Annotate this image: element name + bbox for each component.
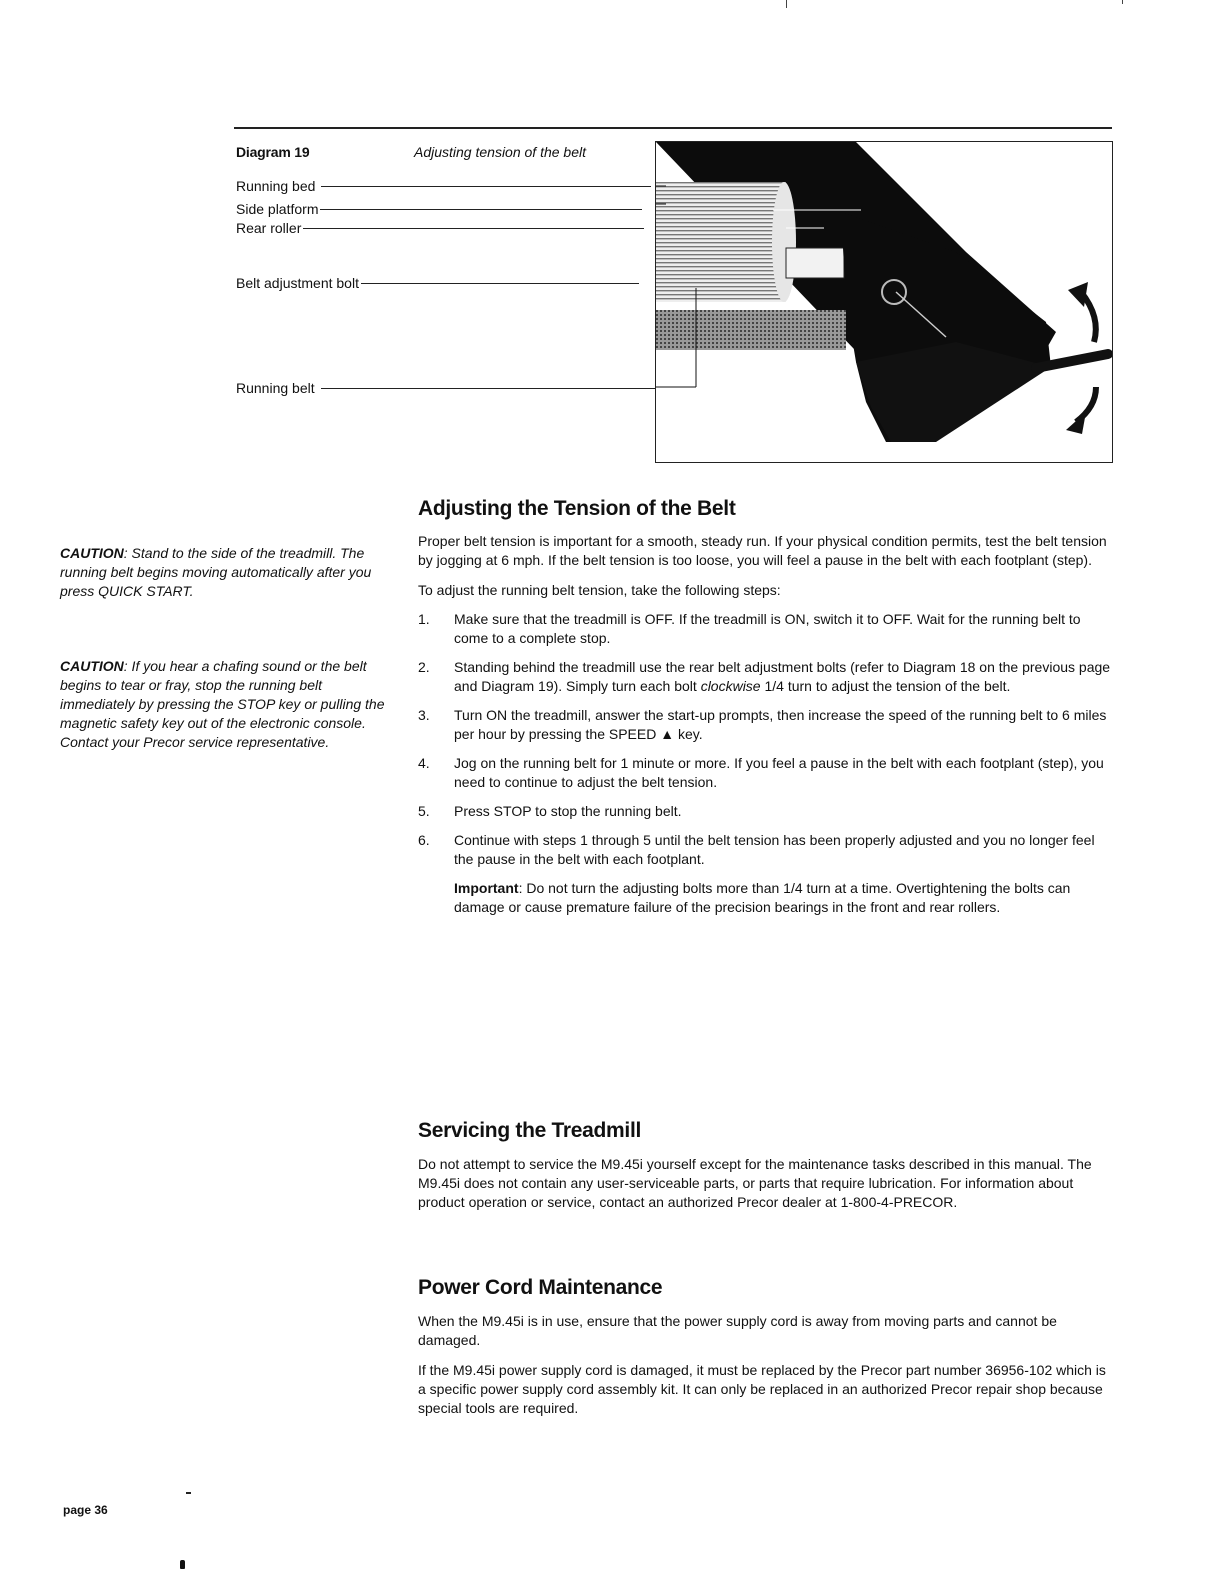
important-text: : Do not turn the adjusting bolts more than 1/4 turn at a time. Overtightening the bolts can damage or cause premature failure of the precision bearings in the front and rear rollers. [454,880,1071,915]
callout-label: Rear roller [236,220,302,236]
section-adjusting-tension [418,499,1114,917]
leader-line [320,209,642,210]
callout-belt-adjustment-bolt [236,275,639,291]
step-number: 2. [418,659,430,675]
diagram-caption: Adjusting tension of the belt [414,144,587,160]
step-text: Press STOP to stop the running belt. [454,803,682,819]
intro-paragraph: Proper belt tension is important for a smooth, steady run. If your physical condition permits, test the belt tension by jogging at 6 mph. If the belt tension is too loose, you will feel a pause in the belt with each footplant (step). [418,533,1107,568]
section-servicing [418,1121,1114,1212]
top-rule [234,127,1112,129]
step-item [418,754,1114,792]
caution-note-chafing [60,657,396,752]
diagram-figure [655,141,1113,463]
scan-mark [1122,0,1123,4]
callout-label: Belt adjustment bolt [236,275,359,291]
step-item [418,831,1114,869]
leader-line [361,283,639,284]
callout-label: Side platform [236,201,319,217]
leader-line [321,186,651,187]
caution-note-quick-start [60,544,396,601]
lead-paragraph: To adjust the running belt tension, take the following steps: [418,582,781,598]
scan-speck [186,1492,191,1494]
callout-running-bed [236,178,651,194]
step-item [418,658,1114,696]
step-text: Turn ON the treadmill, answer the start-up prompts, then increase the speed of the running belt to 6 miles per hour by pressing the SPEED ▲ key. [454,707,1107,742]
important-note [454,879,1114,917]
scan-mark [786,0,787,8]
diagram-title: Diagram 19 [236,144,310,160]
step-item [418,610,1114,648]
leader-line [303,228,644,229]
caution-label: CAUTION [60,545,124,561]
step-number: 6. [418,832,430,848]
scan-speck [180,1560,185,1569]
step-text: Jog on the running belt for 1 minute or more. If you feel a pause in the belt with each footplant (step), you need to continue to adjust the belt tension. [454,755,1104,790]
power-cord-paragraph-2: If the M9.45i power supply cord is damaged, it must be replaced by the Precor part number 36956-102 which is a specific power supply cord assembly kit. It can only be replaced in an authorized Precor repair shop because special tools are required. [418,1362,1106,1416]
step-number: 3. [418,707,430,723]
caution-label: CAUTION [60,658,124,674]
treadmill-rear-illustration [656,142,1112,462]
important-label: Important [454,880,519,896]
leader-line [321,388,681,389]
section-power-cord [418,1278,1114,1418]
callout-label: Running belt [236,380,315,396]
callout-running-belt [236,380,681,396]
step-text: Continue with steps 1 through 5 until the belt tension has been properly adjusted and you no longer feel the pause in the belt with each footplant. [454,832,1095,867]
step-number: 1. [418,611,430,627]
step-item [418,706,1114,744]
section-heading: Servicing the Treadmill [418,1119,642,1142]
step-text-emphasis: clockwise [700,678,761,694]
step-text-post: 1/4 turn to adjust the tension of the belt. [760,678,1011,694]
callout-side-platform [236,201,642,217]
servicing-paragraph: Do not attempt to service the M9.45i yourself except for the maintenance tasks described in this manual. The M9.45i does not contain any user-serviceable parts, or parts that require lubrication. For information about product operation or service, contact an authorized Precor dealer at 1-800-4-PRECOR. [418,1156,1092,1210]
callout-rear-roller [236,220,644,236]
step-text-pre: Standing behind the treadmill use the rear belt adjustment bolts (refer to Diagram 18 on the previous page and Diagram 19). Simply turn each bolt [454,659,1111,694]
step-number: 4. [418,755,430,771]
page-number: page 36 [63,1503,108,1517]
caution-text: : Stand to the side of the treadmill. The running belt begins moving automatically after you press QUICK START. [60,545,372,599]
step-text: Make sure that the treadmill is OFF. If the treadmill is ON, switch it to OFF. Wait for the running belt to come to a complete stop. [454,611,1081,646]
caution-text: : If you hear a chafing sound or the belt begins to tear or fray, stop the running belt immediately by pressing the STOP key or pulling the magnetic safety key out of the electronic console. Contact your Precor service representative. [60,658,385,750]
section-heading: Power Cord Maintenance [418,1276,663,1299]
power-cord-paragraph-1: When the M9.45i is in use, ensure that the power supply cord is away from moving parts and cannot be damaged. [418,1313,1057,1348]
step-item [418,802,1114,821]
step-number: 5. [418,803,430,819]
section-heading: Adjusting the Tension of the Belt [418,497,736,520]
callout-label: Running bed [236,178,316,194]
step-text [454,658,1114,696]
